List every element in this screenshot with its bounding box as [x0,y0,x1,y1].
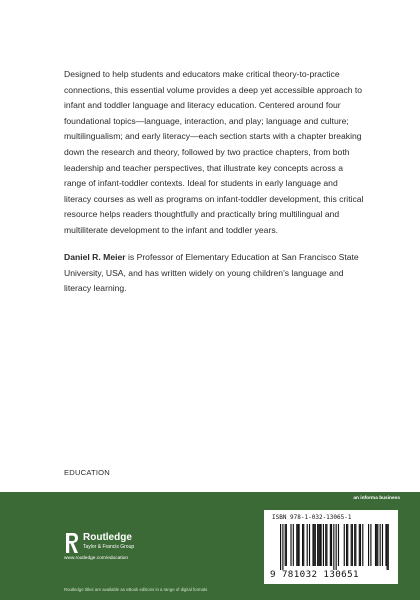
barcode-bar [333,524,334,570]
publisher-footer [0,492,420,600]
barcode-bar [360,524,361,566]
barcode-bar [317,524,318,566]
barcode-bar [385,524,386,566]
isbn-barcode [264,510,398,584]
barcode-number: 9 781032 130651 [270,569,359,580]
barcode-bar [303,524,304,566]
barcode-bar [319,524,320,566]
barcode-bar [354,524,355,566]
publisher-name: Routledge [83,532,132,543]
barcode-bar [290,524,291,566]
barcode-bar [331,524,332,566]
barcode-bar [307,524,308,566]
barcode-bar [359,524,360,566]
barcode-bar [299,524,300,566]
barcode-bar [282,524,283,570]
barcode-bar [375,524,376,566]
barcode-bar [387,524,388,570]
barcode-bar [344,524,345,566]
author-bio [64,250,364,297]
barcode-bar [297,524,298,566]
barcode-bar [285,524,286,566]
barcode-bar [338,524,339,566]
barcode-bar [330,524,331,566]
barcode-bar [315,524,316,566]
routledge-r-icon [64,532,80,554]
book-description: Designed to help students and educators make critical theory-to-practice connections, this essential volume provides a deep yet accessible approach to infant and toddler language and literacy education. Centered around four foundational topics—language, interaction, and play; language and culture; multilingualism; and early literacy—each section starts with a chapter breaking down the research and theory, followed by two practice chapters, from both leadership and teacher perspectives, that illustrate key concepts across a range of infant-toddler contexts. Ideal for students in early language and literacy courses as well as programs on infant-toddler development, this critical resource helps readers thoughtfully and practically bring multilingual and multiliterate development to the infant and toddler years. [64,69,364,235]
barcode-bar [321,524,322,566]
barcode-bar [355,524,356,566]
barcode-bar [309,524,310,566]
barcode-bar [388,524,389,570]
barcode-bar [362,524,363,566]
barcode-bar [293,524,294,566]
publisher-url: www.routledge.com/education [64,556,128,561]
barcode-bar [336,524,337,570]
barcode-bar [318,524,319,566]
isbn-label: ISBN 978-1-032-13065-1 [272,514,352,521]
barcode-bar [380,524,381,566]
ebook-availability-note: Routledge titles are available as eBook editions in a range of digital formats [64,587,208,592]
barcode-bar [312,524,313,566]
barcode-bar [368,524,369,566]
barcode-bar [382,524,383,566]
barcode-bar [326,524,327,566]
subject-category: EDUCATION [64,468,110,477]
informa-tagline: an informa business [353,496,400,501]
barcode-bars [280,524,390,570]
barcode-bar [302,524,303,566]
barcode-bar [314,524,315,566]
barcode-bar [325,524,326,566]
publisher-group: Taylor & Francis Group [83,544,135,550]
barcode-bar [286,524,287,566]
barcode-bar [323,524,324,566]
barcode-bar [347,524,348,566]
barcode-bar [280,524,281,570]
barcode-bar [352,524,353,566]
barcode-bar [296,524,297,566]
author-bio-text: is Professor of Elementary Education at San Francisco State University, USA, and has written widely on young children's language and literacy learning. [64,252,359,294]
barcode-bar [351,524,352,566]
barcode-bar [377,524,378,566]
barcode-bar [370,524,371,566]
author-name: Daniel R. Meier [64,252,126,262]
barcode-bar [376,524,377,566]
barcode-bar [346,524,347,566]
